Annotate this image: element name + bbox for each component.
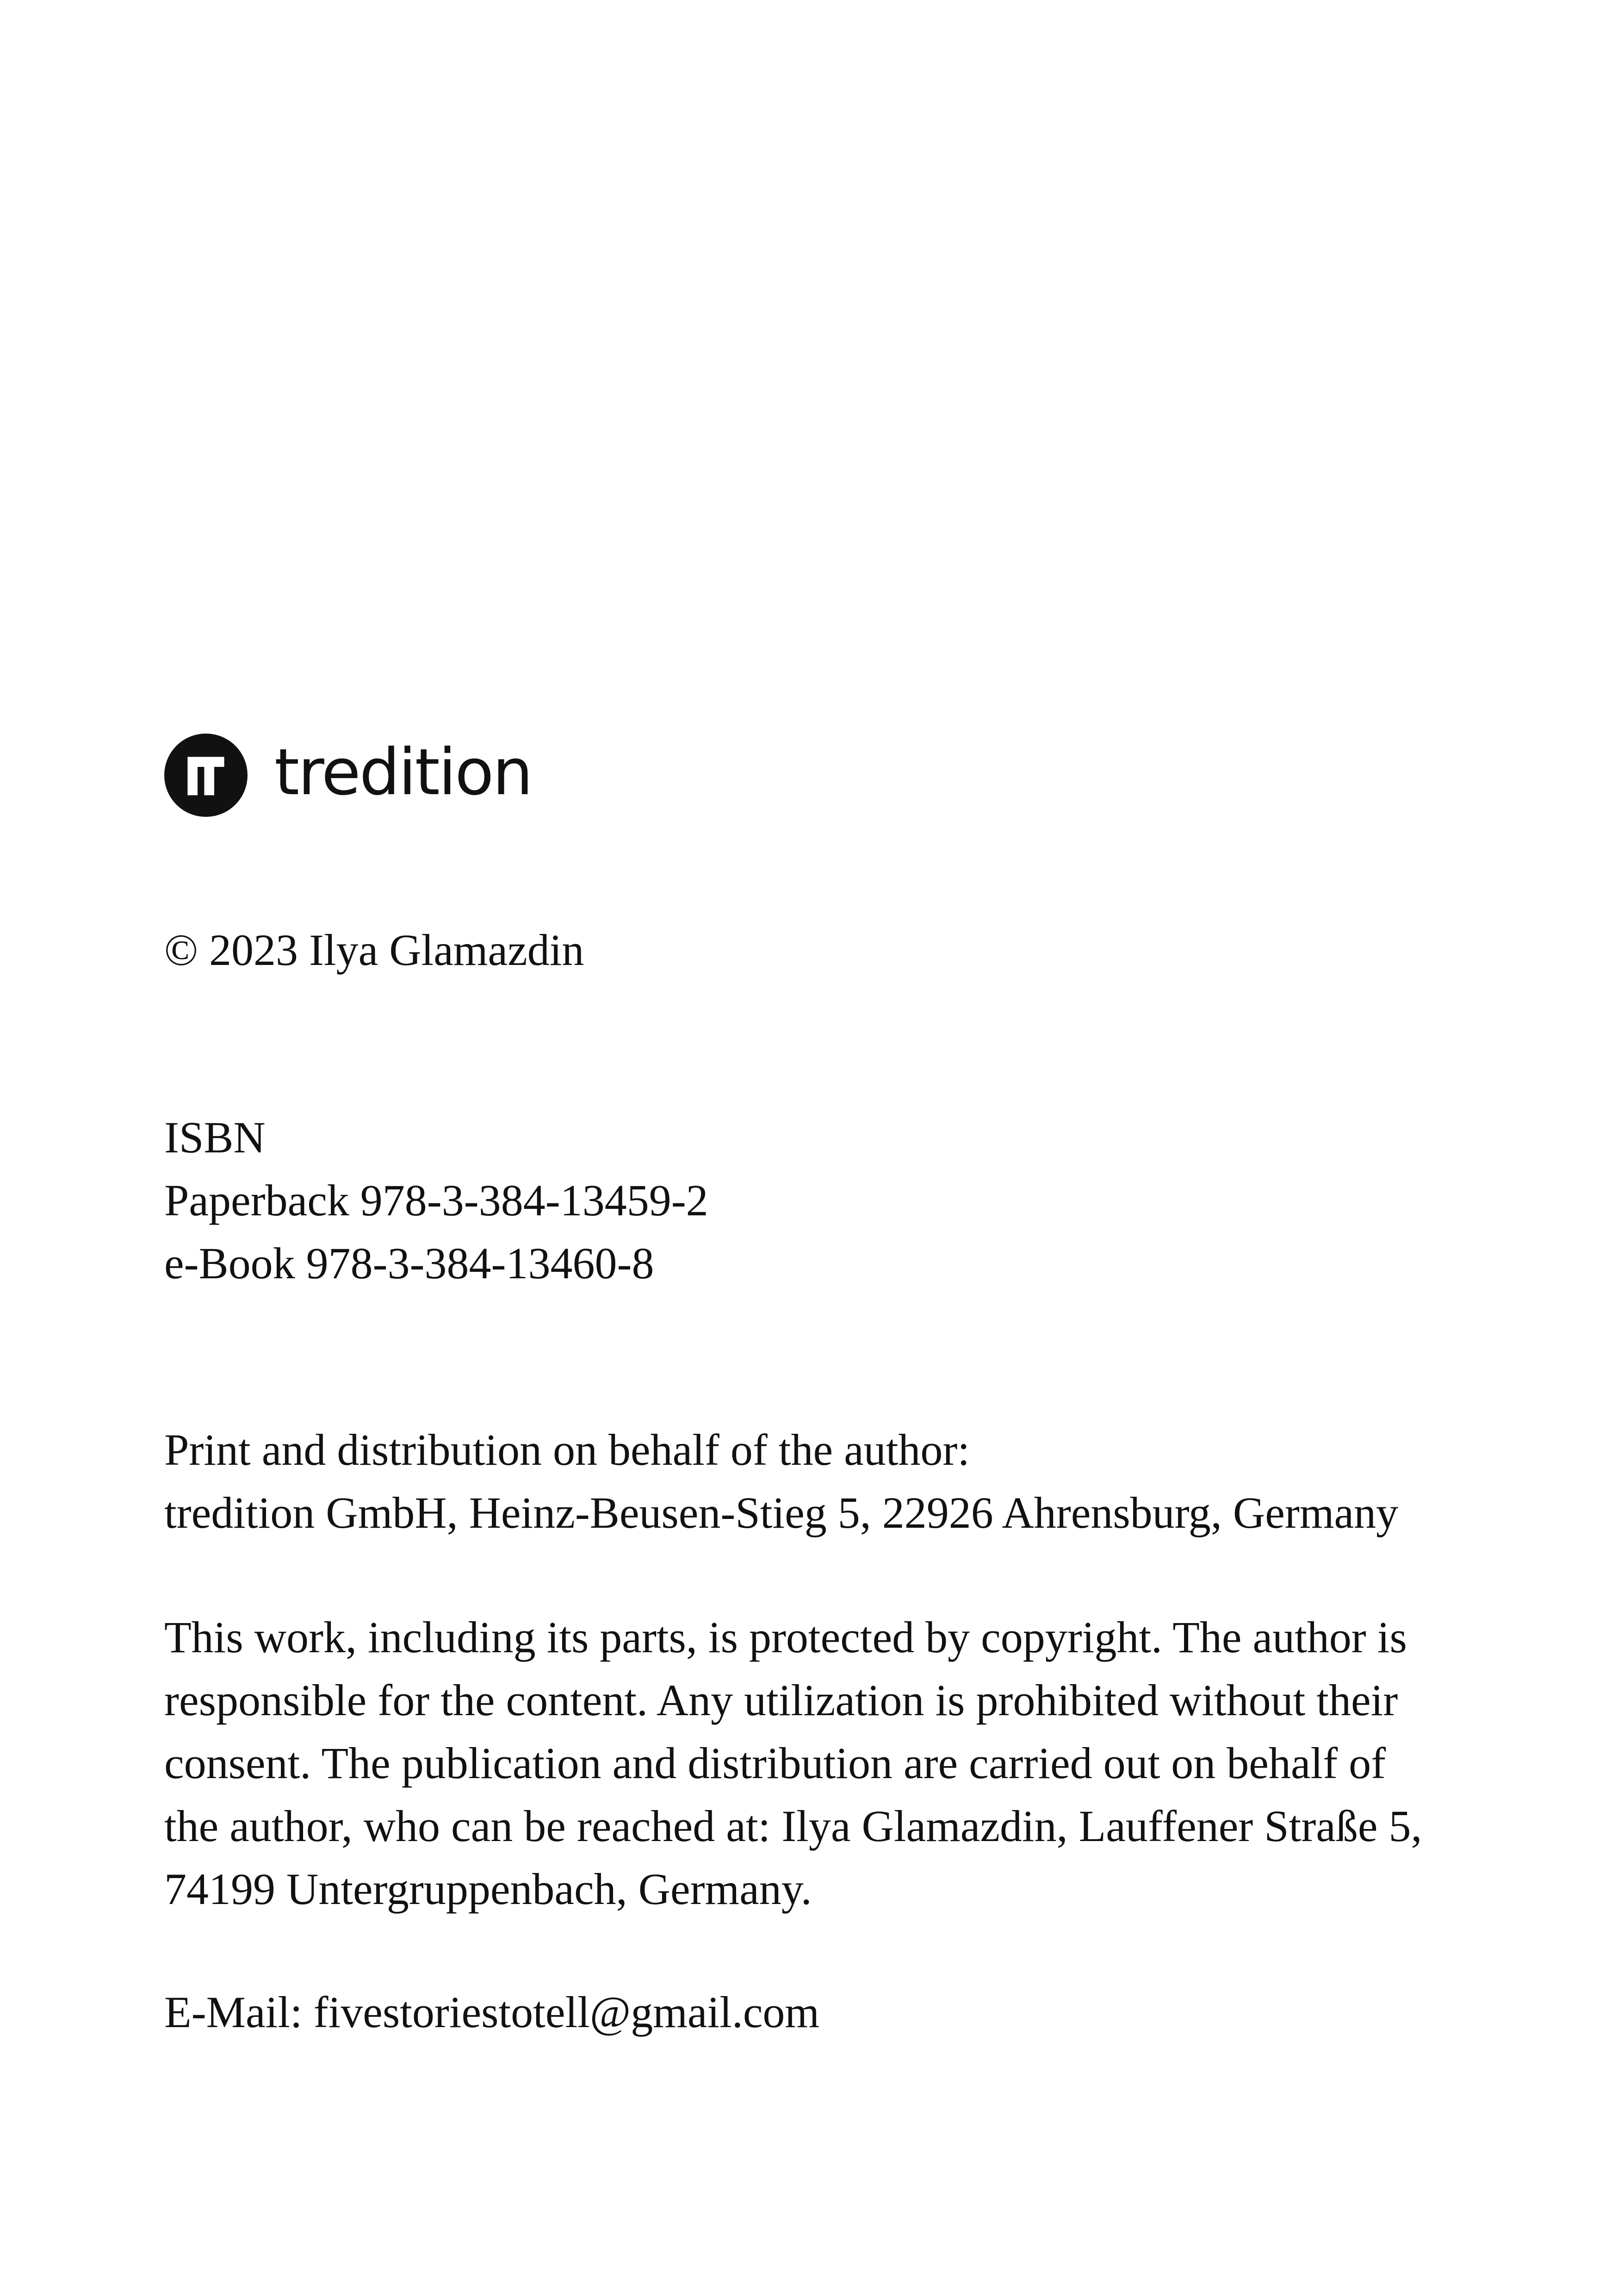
isbn-label: Paperback [164, 1176, 349, 1225]
publisher-logo [164, 734, 532, 817]
legal-notice-line: This work, including its parts, is protected by copyright. The author is [164, 1612, 1407, 1662]
isbn-section [164, 1106, 708, 1295]
isbn-row-paperback [164, 1169, 708, 1232]
isbn-value: 978-3-384-13460-8 [306, 1238, 654, 1288]
legal-notice-line: 74199 Untergruppenbach, Germany. [164, 1864, 812, 1914]
isbn-row-ebook [164, 1232, 708, 1295]
copyright-notice: © 2023 Ilya Glamazdin [164, 925, 584, 975]
contact-email: E-Mail: fivestoriestotell@gmail.com [164, 1987, 820, 2037]
legal-notice-line: the author, who can be reached at: Ilya Glamazdin, Lauffener Straße 5, [164, 1801, 1422, 1851]
print-distribution-notice [164, 1419, 1398, 1544]
logo-wordmark: tredition [274, 735, 532, 809]
legal-notice-line: consent. The publication and distribution are carried out on behalf of [164, 1738, 1386, 1788]
legal-notice [164, 1606, 1422, 1921]
tredition-mark-icon [164, 734, 248, 817]
isbn-value: 978-3-384-13459-2 [360, 1176, 708, 1225]
print-distribution-line: Print and distribution on behalf of the author: [164, 1425, 970, 1475]
isbn-label: e-Book [164, 1238, 295, 1288]
publisher-address-line: tredition GmbH, Heinz-Beusen-Stieg 5, 22926 Ahrensburg, Germany [164, 1488, 1399, 1537]
legal-notice-line: responsible for the content. Any utilization is prohibited without their [164, 1675, 1398, 1725]
isbn-heading: ISBN [164, 1113, 266, 1162]
